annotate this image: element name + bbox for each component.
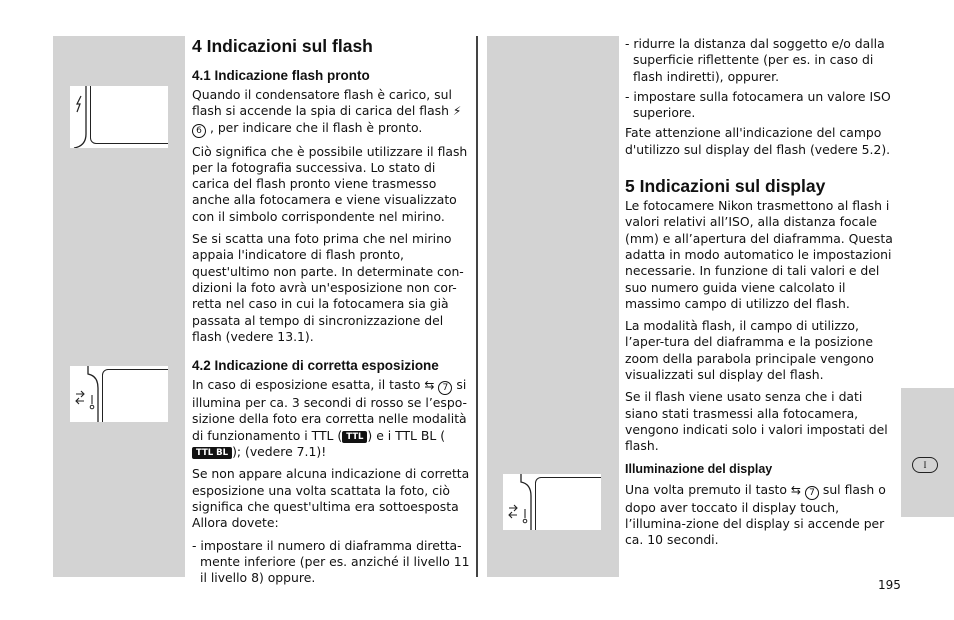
right-text-column <box>625 36 899 554</box>
subsection-title: Illuminazione del display <box>625 461 773 476</box>
paragraph <box>625 482 899 549</box>
list-item: - impostare sulla fotocamera un valore ISO superiore. <box>625 88 891 121</box>
display-screen <box>102 369 168 422</box>
text: Quando il condensatore flash è carico, sul flash si accende la spia di carica del flash <box>192 87 453 119</box>
paragraph: Se si scatta una foto prima che nel mirino appaia l'indicatore di flash pronto, quest'ultimo non parte. In determinate con-dizioni la foto avrà un'esposizione non cor-retta nel caso in cui la fotocamera sia già passata al tempo di sincronizzazione del flash (vedere 13.1). <box>192 231 464 344</box>
paragraph: Le fotocamere Nikon trasmettono al flash i valori relativi all’ISO, alla distanza focale (mm) e all’apertura del diaframma. Questa adatta in modo automatico le impostazioni necessarie. In funzione di tali valori e del suo numero guida viene calcolato il massimo campo di utilizzo del flash. <box>625 198 893 311</box>
text: , per indicare che il flash è pronto. <box>206 119 423 135</box>
paragraph: Se non appare alcuna indicazione di corretta esposizione una volta scattata la foto, ciò significa che quest'ultima era sottoesposta Allora dovete: <box>192 466 470 531</box>
language-tab-label: I <box>912 457 938 473</box>
display-thumbnail-illumination <box>503 474 601 530</box>
ttl-bl-mode-badge: TTL BL <box>192 447 232 459</box>
language-tab <box>901 388 954 517</box>
text: ); (vedere 7.1)! <box>232 444 327 460</box>
paragraph: Se il flash viene usato senza che i dati siano stati trasmessi alla fotocamera, vengono indicati solo i valori impostati del flash. <box>625 389 888 454</box>
section-5-title: 5 Indicazioni sul display <box>625 176 826 197</box>
display-screen <box>90 86 168 144</box>
section-4-title: 4 Indicazioni sul flash <box>192 36 373 56</box>
paragraph: La modalità flash, il campo di utilizzo, l’aper-tura del diaframma e la posizione zoom della parabola principale vengono visualizzati sul display del flash. <box>625 318 874 383</box>
paragraph <box>192 87 470 138</box>
section-4-2-title: 4.2 Indicazione di corretta esposizione <box>192 358 439 374</box>
flash-ready-icon <box>70 86 90 148</box>
display-thumbnail-flash-ready <box>70 86 168 148</box>
list-item: - impostare il numero di diaframma diretta-mente inferiore (per es. anziché il livello 11 il livello 8) oppure. <box>192 537 470 586</box>
ttl-mode-badge: TTL <box>342 431 367 443</box>
text: Una volta premuto il tasto <box>625 481 791 497</box>
column-divider <box>476 36 478 577</box>
text: In caso di esposizione esatta, il tasto <box>192 377 425 393</box>
display-screen <box>535 477 601 530</box>
text: si illumina per ca. 3 secondi di rosso se l’espo-sizione della foto era corretta nelle modalità di funzionamento i TTL ( <box>192 377 467 443</box>
section-4-1-title: 4.1 Indicazione flash pronto <box>192 68 370 83</box>
test-button-icon: ⇆ <box>424 378 435 393</box>
list-item: - ridurre la distanza dal soggetto e/o dalla superficie riflettente (per es. in caso di flash indiretti), oppurer. <box>625 36 885 84</box>
exposure-ok-icon <box>70 366 102 422</box>
reference-number: 7 <box>438 381 452 395</box>
display-thumbnail-exposure <box>70 366 168 422</box>
paragraph <box>192 377 470 460</box>
paragraph: Ciò significa che è possibile utilizzare il flash per la fotografia successiva. Lo stato di carica del flash pronto viene trasmesso anche alla fotocamera e viene visualizzato con il simbolo corrispondente nel mirino. <box>192 143 468 224</box>
flash-bolt-icon: ⚡ <box>452 104 462 119</box>
page-number: 195 <box>878 578 901 592</box>
text: sul flash o dopo aver toccato il display touch, l’illumina-zione del display si accende per ca. 10 secondi. <box>625 481 886 548</box>
reference-number: 6 <box>192 124 206 138</box>
paragraph: Fate attenzione all'indicazione del campo d'utilizzo sul display del flash (vedere 5.2). <box>625 125 891 157</box>
test-button-icon <box>503 474 535 530</box>
reference-number: 7 <box>805 486 819 500</box>
test-button-icon: ⇆ <box>790 482 801 497</box>
text: ) e i TTL BL ( <box>367 427 446 443</box>
left-text-column <box>192 36 470 592</box>
